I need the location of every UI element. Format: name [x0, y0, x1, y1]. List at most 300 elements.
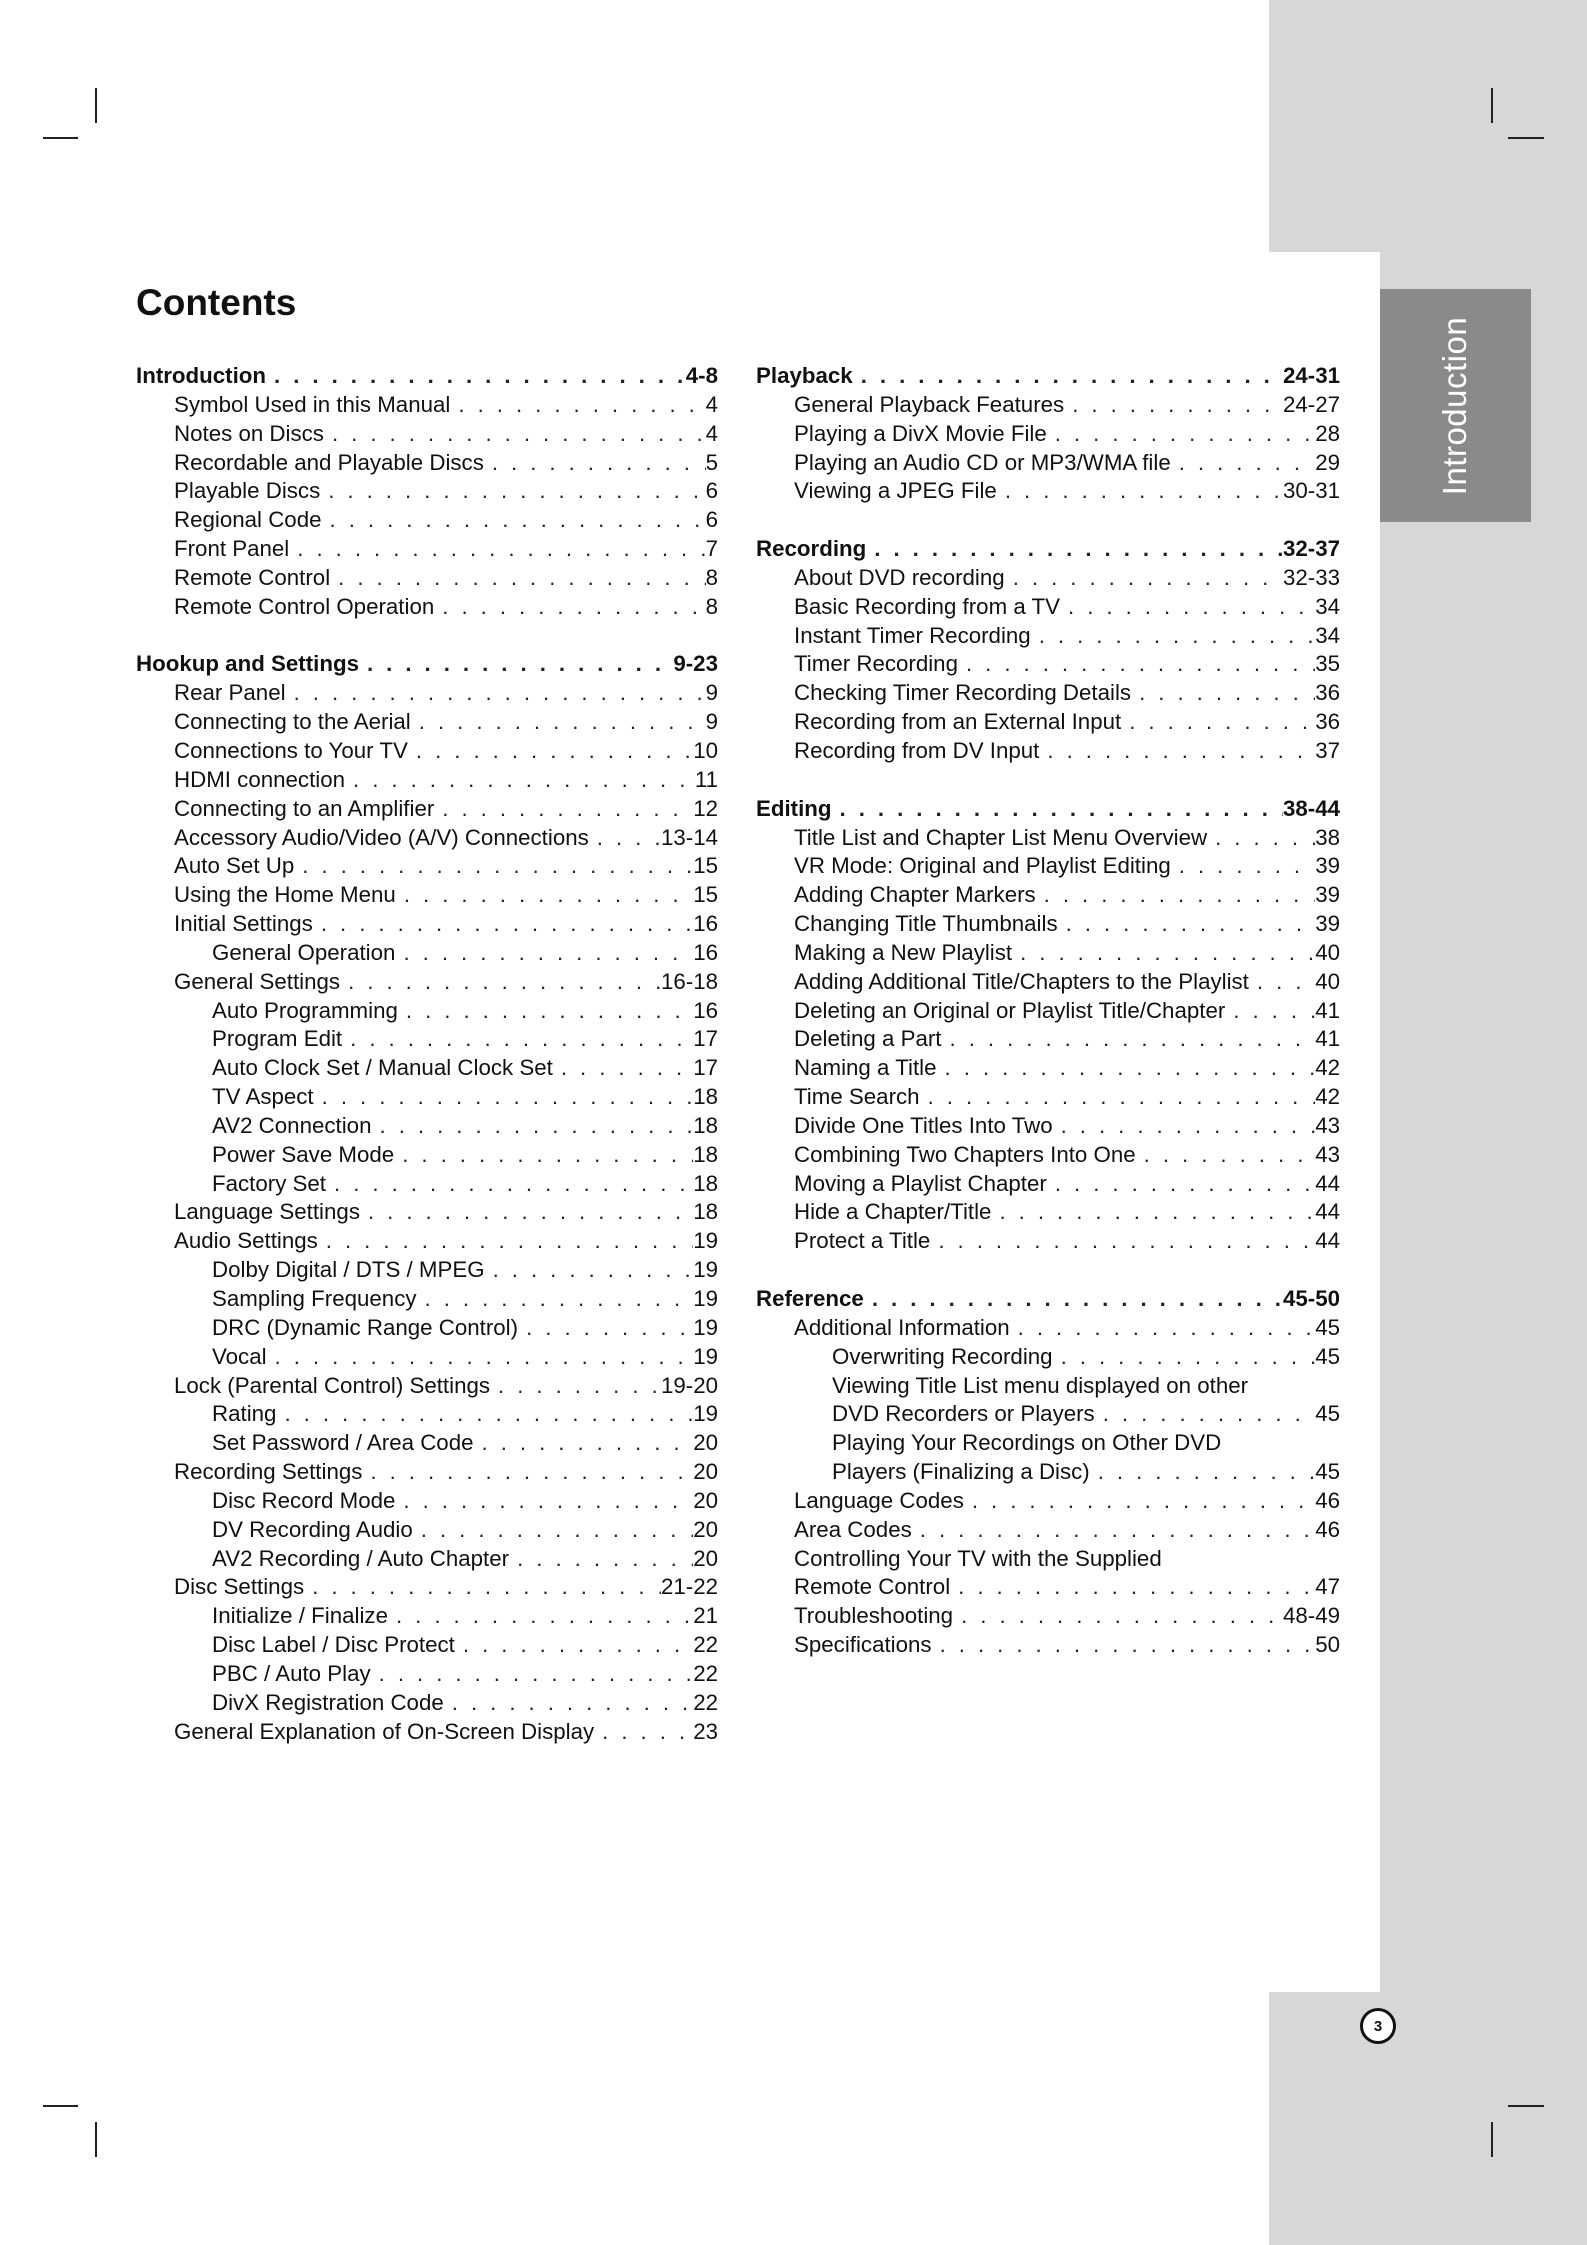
- toc-entry[interactable]: [136, 1400, 718, 1429]
- toc-dot-leader: [1039, 737, 1315, 766]
- toc-entry-title: Deleting an Original or Playlist Title/Chapter: [794, 997, 1226, 1023]
- toc-entry[interactable]: [136, 1083, 718, 1112]
- toc-entry[interactable]: [136, 449, 718, 478]
- toc-dot-leader: [371, 1660, 694, 1689]
- toc-dot-leader: [289, 535, 705, 564]
- toc-entry[interactable]: [136, 1314, 718, 1343]
- toc-entry-title: DVD Recorders or Players: [832, 1401, 1095, 1427]
- toc-dot-leader: [372, 1112, 694, 1141]
- toc-dot-leader: [326, 1170, 693, 1199]
- toc-entry-page: 40: [1315, 968, 1340, 994]
- toc-entry-page: 22: [693, 1689, 718, 1715]
- toc-entry-page: 28: [1315, 420, 1340, 446]
- toc-entry-page: 20: [693, 1487, 718, 1513]
- toc-entry[interactable]: [136, 881, 718, 910]
- toc-dot-leader: [320, 477, 705, 506]
- toc-entry[interactable]: [136, 968, 718, 997]
- toc-entry[interactable]: [136, 824, 718, 853]
- crop-mark-bottom-left-h: [43, 2105, 78, 2107]
- toc-dot-leader: [485, 1256, 694, 1285]
- toc-entry-page: 43: [1315, 1141, 1340, 1167]
- toc-entry-title: Connecting to an Amplifier: [174, 795, 435, 821]
- toc-entry[interactable]: [756, 1112, 1340, 1141]
- toc-entry-page: 17: [693, 1055, 718, 1081]
- toc-entry[interactable]: [756, 564, 1340, 593]
- toc-entry-page: 19: [693, 1257, 718, 1283]
- toc-dot-leader: [342, 1025, 693, 1054]
- toc-entry[interactable]: [756, 650, 1340, 679]
- toc-dot-leader: [553, 1054, 693, 1083]
- toc-entry-title: Accessory Audio/Video (A/V) Connections: [174, 824, 589, 850]
- toc-entry-page: 46: [1315, 1516, 1340, 1542]
- toc-entry-page: 45: [1315, 1401, 1340, 1427]
- toc-entry-title: Timer Recording: [794, 651, 958, 677]
- toc-entry[interactable]: [756, 910, 1340, 939]
- toc-dot-leader: [1207, 824, 1315, 853]
- toc-section-gap: [756, 1256, 1340, 1285]
- toc-entry-page: 50: [1315, 1632, 1340, 1658]
- toc-entry-page: 6: [705, 478, 718, 504]
- toc-dot-leader: [950, 1573, 1315, 1602]
- toc-entry[interactable]: [136, 1573, 718, 1602]
- toc-entry[interactable]: [756, 679, 1340, 708]
- toc-entry-page: 5: [705, 449, 718, 475]
- toc-entry-title: General Explanation of On-Screen Display: [174, 1718, 595, 1744]
- toc-entry[interactable]: [756, 477, 1340, 506]
- toc-section-heading[interactable]: [136, 650, 718, 679]
- toc-entry-title: Sampling Frequency: [212, 1286, 417, 1311]
- toc-entry-page: 32-37: [1282, 536, 1340, 562]
- toc-entry-title: Specifications: [794, 1632, 932, 1658]
- toc-entry[interactable]: [756, 1372, 1340, 1401]
- toc-entry[interactable]: [136, 391, 718, 420]
- toc-entry-title: Editing: [756, 795, 832, 821]
- toc-entry-title: Recording Settings: [174, 1459, 363, 1485]
- toc-dot-leader: [417, 1285, 694, 1314]
- toc-entry[interactable]: [136, 1170, 718, 1199]
- toc-dot-leader: [932, 1631, 1316, 1660]
- toc-entry-page: 15: [693, 882, 718, 908]
- toc-dot-leader: [1090, 1458, 1315, 1487]
- toc-entry[interactable]: [756, 939, 1340, 968]
- toc-entry[interactable]: [136, 564, 718, 593]
- toc-entry[interactable]: [136, 1429, 718, 1458]
- toc-dot-leader: [398, 997, 693, 1026]
- toc-entry-page: 22: [693, 1632, 718, 1658]
- side-tab-label: Introduction: [1436, 316, 1474, 495]
- crop-mark-bottom-left-v: [95, 2122, 97, 2157]
- toc-entry[interactable]: [136, 1631, 718, 1660]
- toc-section-heading[interactable]: [136, 362, 718, 391]
- toc-entry[interactable]: [136, 852, 718, 881]
- toc-entry[interactable]: [136, 1054, 718, 1083]
- toc-dot-leader: [1058, 910, 1316, 939]
- toc-entry-page: 4: [705, 420, 718, 446]
- toc-entry-title: Front Panel: [174, 536, 290, 562]
- toc-entry-page: 18: [693, 1170, 718, 1196]
- toc-entry-page: 20: [693, 1545, 718, 1571]
- toc-entry-title: Set Password / Area Code: [212, 1430, 474, 1456]
- toc-dot-leader: [388, 1602, 693, 1631]
- toc-entry-title: Hookup and Settings: [136, 651, 359, 677]
- toc-entry-page: 12: [693, 795, 718, 821]
- toc-entry-title: Connecting to the Aerial: [174, 709, 411, 735]
- toc-entry-title: Instant Timer Recording: [794, 622, 1031, 648]
- toc-dot-leader: [958, 650, 1315, 679]
- toc-entry-page: 7: [705, 536, 718, 562]
- toc-dot-leader: [853, 362, 1283, 391]
- toc-dot-leader: [313, 910, 693, 939]
- toc-entry[interactable]: [756, 1545, 1340, 1574]
- toc-entry[interactable]: [136, 1545, 718, 1574]
- toc-dot-leader: [267, 1343, 694, 1372]
- toc-entry-title: Disc Record Mode: [212, 1487, 396, 1513]
- toc-entry-page: 38: [1315, 824, 1340, 850]
- toc-entry[interactable]: [756, 1400, 1340, 1429]
- margin-band-bottom: [1269, 1992, 1587, 2245]
- toc-entry-title: Audio Settings: [174, 1228, 318, 1254]
- toc-entry[interactable]: [136, 506, 718, 535]
- toc-entry[interactable]: [136, 593, 718, 622]
- toc-dot-leader: [408, 737, 693, 766]
- toc-dot-leader: [912, 1516, 1315, 1545]
- section-side-tab: [1380, 289, 1531, 522]
- toc-entry-title: Auto Clock Set / Manual Clock Set: [212, 1055, 553, 1081]
- toc-entry[interactable]: [756, 881, 1340, 910]
- toc-entry-page: 32-33: [1282, 564, 1340, 590]
- toc-dot-leader: [450, 391, 705, 420]
- toc-entry-title: General Settings: [174, 968, 341, 994]
- toc-entry[interactable]: [756, 1429, 1340, 1458]
- toc-entry[interactable]: [756, 1198, 1340, 1227]
- toc-dot-leader: [362, 1458, 693, 1487]
- toc-dot-leader: [286, 679, 706, 708]
- toc-dot-leader: [411, 708, 706, 737]
- toc-entry-page: 30-31: [1282, 478, 1340, 504]
- toc-dot-leader: [1136, 1141, 1316, 1170]
- toc-entry-title: Players (Finalizing a Disc): [832, 1459, 1090, 1485]
- toc-entry[interactable]: [756, 1314, 1340, 1343]
- toc-entry-page: 16: [693, 939, 718, 965]
- toc-entry[interactable]: [136, 1025, 718, 1054]
- toc-dot-leader: [1047, 420, 1315, 449]
- toc-entry[interactable]: [756, 824, 1340, 853]
- toc-entry[interactable]: [136, 1198, 718, 1227]
- toc-entry-page: 24-31: [1282, 363, 1340, 388]
- toc-dot-leader: [340, 968, 661, 997]
- toc-dot-leader: [997, 477, 1283, 506]
- toc-entry[interactable]: [756, 1458, 1340, 1487]
- toc-dot-leader: [964, 1487, 1315, 1516]
- toc-entry-title: Auto Programming: [212, 997, 398, 1023]
- toc-dot-leader: [314, 1083, 694, 1112]
- toc-dot-leader: [413, 1516, 693, 1545]
- toc-entry-page: 6: [705, 507, 718, 533]
- toc-entry[interactable]: [136, 535, 718, 564]
- toc-entry-page: 18: [693, 1199, 718, 1225]
- toc-section-gap: [136, 622, 718, 651]
- toc-section-gap: [756, 506, 1340, 535]
- toc-entry-title: DivX Registration Code: [212, 1689, 444, 1715]
- toc-entry[interactable]: [136, 1227, 718, 1256]
- toc-entry-page: 19-20: [660, 1372, 718, 1398]
- toc-entry-page: 21: [693, 1603, 718, 1629]
- toc-entry[interactable]: [136, 1256, 718, 1285]
- toc-entry-title: TV Aspect: [212, 1084, 314, 1110]
- toc-entry[interactable]: [136, 1660, 718, 1689]
- toc-entry[interactable]: [756, 968, 1340, 997]
- toc-entry-page: 16-18: [660, 968, 718, 994]
- toc-entry-title: Naming a Title: [794, 1055, 937, 1081]
- toc-entry-page: 8: [705, 564, 718, 590]
- toc-entry-title: Making a New Playlist: [794, 939, 1013, 965]
- toc-entry[interactable]: [136, 1602, 718, 1631]
- toc-entry-title: Troubleshooting: [794, 1603, 954, 1629]
- toc-entry[interactable]: [136, 997, 718, 1026]
- toc-entry-page: 9-23: [673, 651, 718, 677]
- toc-entry-title: Rating: [212, 1401, 277, 1427]
- toc-dot-leader: [294, 852, 693, 881]
- toc-entry-title: DV Recording Audio: [212, 1516, 413, 1542]
- toc-entry-page: 19: [693, 1401, 718, 1427]
- toc-dot-leader: [444, 1689, 693, 1718]
- crop-mark-top-right-h: [1508, 137, 1544, 139]
- toc-entry-page: 19: [693, 1343, 718, 1369]
- page-number: 3: [1373, 2017, 1383, 2035]
- toc-entry[interactable]: [136, 737, 718, 766]
- toc-entry-title: Disc Label / Disc Protect: [212, 1632, 455, 1658]
- toc-dot-leader: [434, 795, 693, 824]
- toc-entry-title: Initialize / Finalize: [212, 1603, 388, 1629]
- toc-dot-leader: [322, 506, 706, 535]
- toc-dot-leader: [455, 1631, 693, 1660]
- toc-entry-page: 39: [1315, 853, 1340, 879]
- toc-entry-title: Playing Your Recordings on Other DVD: [832, 1430, 1222, 1456]
- toc-dot-leader: [474, 1429, 694, 1458]
- toc-entry[interactable]: [756, 622, 1340, 651]
- toc-entry[interactable]: [756, 449, 1340, 478]
- toc-entry[interactable]: [756, 1343, 1340, 1372]
- toc-dot-leader: [991, 1198, 1315, 1227]
- toc-entry-page: 47: [1315, 1574, 1340, 1600]
- toc-dot-leader: [937, 1054, 1316, 1083]
- toc-entry-page: 4: [705, 391, 718, 417]
- toc-entry[interactable]: [756, 420, 1340, 449]
- toc-entry-title: Title List and Chapter List Menu Overview: [794, 824, 1208, 850]
- toc-dot-leader: [832, 795, 1283, 824]
- toc-entry-title: Combining Two Chapters Into One: [794, 1141, 1136, 1167]
- toc-entry-page: 22: [693, 1660, 718, 1686]
- toc-dot-leader: [1095, 1400, 1316, 1429]
- crop-mark-bottom-right-v: [1491, 2122, 1493, 2157]
- toc-dot-leader: [594, 1718, 693, 1747]
- toc-dot-leader: [509, 1545, 693, 1574]
- toc-entry-title: Symbol Used in this Manual: [174, 391, 451, 417]
- toc-entry-page: 34: [1315, 593, 1340, 619]
- toc-entry-title: Playing a DivX Movie File: [794, 420, 1047, 446]
- toc-entry-title: Program Edit: [212, 1026, 343, 1052]
- toc-entry[interactable]: [136, 766, 718, 795]
- toc-entry-title: Using the Home Menu: [174, 882, 396, 908]
- toc-entry-page: 19: [693, 1286, 718, 1311]
- toc-dot-leader: [1171, 852, 1315, 881]
- toc-entry[interactable]: [756, 593, 1340, 622]
- toc-entry-title: Adding Additional Title/Chapters to the Playlist: [794, 968, 1249, 994]
- toc-dot-leader: [330, 564, 705, 593]
- toc-dot-leader: [1010, 1314, 1316, 1343]
- toc-entry-title: Language Codes: [794, 1487, 964, 1513]
- toc-entry-page: 19: [693, 1228, 718, 1254]
- toc-entry[interactable]: [136, 1372, 718, 1401]
- toc-dot-leader: [1249, 968, 1315, 997]
- toc-entry[interactable]: [756, 1516, 1340, 1545]
- toc-entry-page: 18: [693, 1112, 718, 1138]
- toc-entry-title: Connections to Your TV: [174, 737, 408, 763]
- toc-entry[interactable]: [756, 1573, 1340, 1602]
- toc-entry-title: Deleting a Part: [794, 1026, 942, 1052]
- toc-entry-title: Remote Control: [174, 564, 331, 590]
- toc-entry-page: 36: [1315, 680, 1340, 706]
- toc-entry-title: Basic Recording from a TV: [794, 593, 1061, 619]
- toc-dot-leader: [395, 1487, 693, 1516]
- toc-dot-leader: [1005, 564, 1283, 593]
- toc-entry[interactable]: [136, 1718, 718, 1747]
- toc-dot-leader: [434, 593, 705, 622]
- toc-entry-title: Time Search: [794, 1084, 920, 1110]
- toc-entry-title: AV2 Connection: [212, 1112, 372, 1138]
- toc-right-column: [756, 362, 1340, 1660]
- toc-entry-page: 45: [1315, 1343, 1340, 1369]
- page-number-badge: [1360, 2008, 1396, 2044]
- toc-dot-leader: [942, 1025, 1316, 1054]
- toc-entry[interactable]: [136, 420, 718, 449]
- toc-entry[interactable]: [136, 1689, 718, 1718]
- toc-entry-page: 18: [693, 1084, 718, 1110]
- toc-entry[interactable]: [756, 1141, 1340, 1170]
- toc-entry[interactable]: [136, 1112, 718, 1141]
- toc-entry-page: 23: [693, 1718, 718, 1744]
- toc-entry-title: Changing Title Thumbnails: [794, 911, 1058, 937]
- toc-entry-page: 39: [1315, 882, 1340, 908]
- toc-entry[interactable]: [136, 477, 718, 506]
- toc-entry-title: Remote Control Operation: [174, 593, 435, 619]
- toc-section-heading[interactable]: [756, 535, 1340, 564]
- toc-entry[interactable]: [136, 708, 718, 737]
- toc-entry[interactable]: [756, 997, 1340, 1026]
- toc-section-heading[interactable]: [756, 1285, 1340, 1314]
- toc-entry[interactable]: [756, 852, 1340, 881]
- toc-entry-page: 42: [1315, 1055, 1340, 1081]
- toc-entry[interactable]: [136, 1516, 718, 1545]
- toc-entry-page: 18: [693, 1141, 718, 1167]
- toc-entry[interactable]: [136, 910, 718, 939]
- toc-entry-title: Overwriting Recording: [832, 1343, 1053, 1369]
- toc-entry-page: 10: [693, 737, 718, 763]
- toc-entry-title: Recording from an External Input: [794, 709, 1122, 735]
- toc-dot-leader: [304, 1573, 661, 1602]
- toc-entry-title: Auto Set Up: [174, 853, 295, 879]
- toc-entry-page: 19: [693, 1314, 718, 1340]
- toc-entry[interactable]: [136, 939, 718, 968]
- toc-entry-title: Viewing Title List menu displayed on other: [832, 1372, 1249, 1398]
- toc-entry-page: 24-27: [1282, 391, 1340, 417]
- toc-entry-page: 34: [1315, 622, 1340, 648]
- toc-dot-leader: [345, 766, 695, 795]
- toc-entry-title: Power Save Mode: [212, 1141, 395, 1167]
- toc-entry-page: 15: [693, 853, 718, 879]
- toc-entry[interactable]: [136, 1487, 718, 1516]
- toc-entry-title: Regional Code: [174, 507, 322, 533]
- toc-entry-title: About DVD recording: [794, 564, 1005, 590]
- toc-entry-title: Disc Settings: [174, 1574, 305, 1600]
- toc-entry[interactable]: [756, 737, 1340, 766]
- toc-entry-page: 38-44: [1282, 795, 1340, 821]
- toc-entry-title: Rear Panel: [174, 680, 286, 706]
- toc-entry-title: Additional Information: [794, 1314, 1010, 1340]
- toc-entry[interactable]: [136, 1141, 718, 1170]
- toc-entry[interactable]: [136, 795, 718, 824]
- toc-entry-page: 44: [1315, 1170, 1340, 1196]
- toc-section-gap: [756, 766, 1340, 795]
- toc-entry[interactable]: [756, 1227, 1340, 1256]
- toc-entry-title: Checking Timer Recording Details: [794, 680, 1132, 706]
- toc-entry[interactable]: [136, 1343, 718, 1372]
- crop-mark-bottom-right-h: [1508, 2105, 1544, 2107]
- toc-entry-title: DRC (Dynamic Range Control): [212, 1314, 519, 1340]
- toc-dot-leader: [1121, 708, 1315, 737]
- toc-entry-page: 9: [705, 709, 718, 735]
- toc-dot-leader: [1064, 391, 1283, 420]
- toc-dot-leader: [395, 939, 693, 968]
- toc-entry-title: Notes on Discs: [174, 420, 324, 446]
- toc-entry-title: Recording: [756, 536, 867, 562]
- toc-dot-leader: [1053, 1112, 1316, 1141]
- toc-entry-title: Divide One Titles Into Two: [794, 1112, 1053, 1138]
- toc-entry[interactable]: [136, 1458, 718, 1487]
- toc-entry[interactable]: [756, 708, 1340, 737]
- toc-entry-page: 9: [705, 680, 718, 706]
- toc-entry[interactable]: [756, 1170, 1340, 1199]
- toc-dot-leader: [394, 1141, 693, 1170]
- toc-left-column: [136, 362, 718, 1747]
- toc-entry[interactable]: [756, 1602, 1340, 1631]
- toc-entry-page: 46: [1315, 1487, 1340, 1513]
- toc-entry[interactable]: [756, 1054, 1340, 1083]
- toc-entry-title: Language Settings: [174, 1199, 360, 1225]
- toc-section-heading[interactable]: [756, 795, 1340, 824]
- toc-entry-page: 44: [1315, 1228, 1340, 1254]
- toc-entry[interactable]: [756, 391, 1340, 420]
- toc-entry-title: Protect a Title: [794, 1228, 931, 1254]
- toc-dot-leader: [318, 1227, 693, 1256]
- toc-entry[interactable]: [136, 1285, 718, 1314]
- toc-entry-title: Recording from DV Input: [794, 737, 1040, 763]
- toc-dot-leader: [1012, 939, 1315, 968]
- toc-entry[interactable]: [136, 679, 718, 708]
- toc-entry-title: Playback: [756, 363, 853, 388]
- toc-entry-page: 48-49: [1282, 1603, 1340, 1629]
- toc-entry[interactable]: [756, 1631, 1340, 1660]
- toc-section-heading[interactable]: [756, 362, 1340, 391]
- toc-entry-title: Viewing a JPEG File: [794, 478, 997, 504]
- toc-entry-page: 40: [1315, 939, 1340, 965]
- toc-dot-leader: [953, 1602, 1283, 1631]
- toc-entry[interactable]: [756, 1487, 1340, 1516]
- toc-entry[interactable]: [756, 1025, 1340, 1054]
- toc-entry[interactable]: [756, 1083, 1340, 1112]
- toc-entry-title: Area Codes: [794, 1516, 912, 1542]
- toc-dot-leader: [1060, 593, 1315, 622]
